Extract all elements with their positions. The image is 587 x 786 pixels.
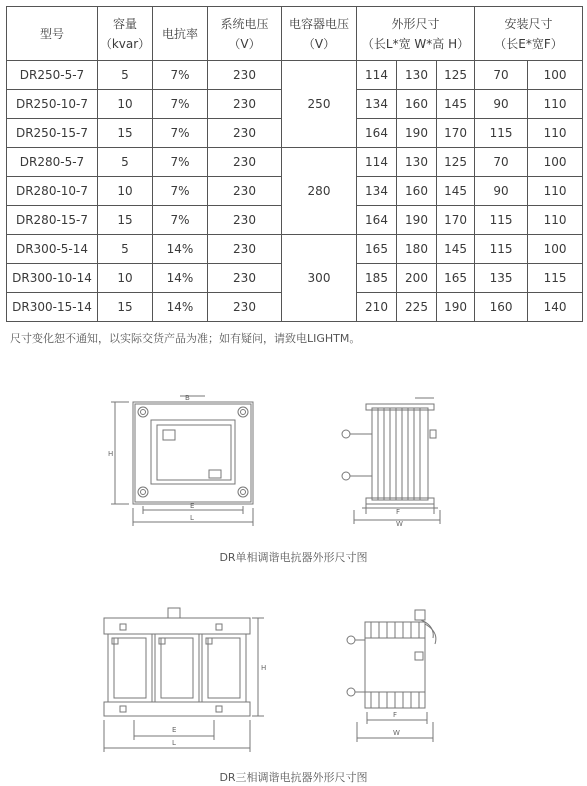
cell-install-e: 70 xyxy=(475,61,528,90)
cell-length-l: 134 xyxy=(357,177,397,206)
table-row xyxy=(7,235,583,264)
cell-model: DR300-15-14 xyxy=(7,293,98,322)
cell-height-h: 145 xyxy=(437,177,475,206)
cell-height-h: 125 xyxy=(437,148,475,177)
cell-install-f: 100 xyxy=(528,61,583,90)
cell-model: DR300-10-14 xyxy=(7,264,98,293)
three-phase-side-view xyxy=(335,604,455,754)
cell-length-l: 134 xyxy=(357,90,397,119)
cell-model: DR250-10-7 xyxy=(7,90,98,119)
label-l: L xyxy=(172,739,176,747)
header-system-voltage: 系统电压 （V） xyxy=(208,7,282,61)
cell-height-h: 145 xyxy=(437,90,475,119)
cell-length-l: 164 xyxy=(357,206,397,235)
single-phase-caption: DR单相调谐电抗器外形尺寸图 xyxy=(219,551,368,564)
cell-length-l: 114 xyxy=(357,61,397,90)
single-phase-front-view xyxy=(105,390,265,530)
cell-length-l: 165 xyxy=(357,235,397,264)
cell-reactance: 7% xyxy=(153,119,208,148)
cell-reactance: 7% xyxy=(153,177,208,206)
table-row xyxy=(7,148,583,177)
header-row xyxy=(7,7,583,61)
cell-install-e: 115 xyxy=(475,119,528,148)
cell-reactance: 14% xyxy=(153,293,208,322)
three-phase-front-view xyxy=(98,604,273,754)
single-phase-side-view xyxy=(330,390,455,530)
cell-capacitor-voltage: 250 xyxy=(282,61,357,148)
cell-length-l: 185 xyxy=(357,264,397,293)
cell-height-h: 165 xyxy=(437,264,475,293)
cell-capacity: 10 xyxy=(98,264,153,293)
cell-width-w: 225 xyxy=(397,293,437,322)
cell-install-f: 100 xyxy=(528,148,583,177)
cell-system-voltage: 230 xyxy=(208,206,282,235)
cell-reactance: 7% xyxy=(153,206,208,235)
cell-model: DR280-15-7 xyxy=(7,206,98,235)
cell-width-w: 190 xyxy=(397,119,437,148)
cell-width-w: 200 xyxy=(397,264,437,293)
cell-install-f: 110 xyxy=(528,206,583,235)
cell-capacity: 15 xyxy=(98,119,153,148)
cell-install-f: 140 xyxy=(528,293,583,322)
label-e: E xyxy=(172,726,177,734)
cell-height-h: 170 xyxy=(437,206,475,235)
cell-install-f: 110 xyxy=(528,119,583,148)
label-h: H xyxy=(261,664,267,672)
cell-install-f: 100 xyxy=(528,235,583,264)
header-reactance: 电抗率 xyxy=(153,7,208,61)
cell-system-voltage: 230 xyxy=(208,264,282,293)
label-w: W xyxy=(396,520,403,528)
label-b: B xyxy=(185,394,190,402)
cell-install-f: 110 xyxy=(528,177,583,206)
cell-reactance: 14% xyxy=(153,264,208,293)
cell-length-l: 114 xyxy=(357,148,397,177)
label-h: H xyxy=(108,450,114,458)
cell-width-w: 180 xyxy=(397,235,437,264)
cell-width-w: 190 xyxy=(397,206,437,235)
cell-capacity: 10 xyxy=(98,177,153,206)
cell-model: DR250-5-7 xyxy=(7,61,98,90)
cell-height-h: 190 xyxy=(437,293,475,322)
cell-install-e: 115 xyxy=(475,235,528,264)
cell-system-voltage: 230 xyxy=(208,61,282,90)
cell-width-w: 160 xyxy=(397,177,437,206)
cell-system-voltage: 230 xyxy=(208,148,282,177)
cell-reactance: 14% xyxy=(153,235,208,264)
label-e: E xyxy=(190,502,195,510)
cell-system-voltage: 230 xyxy=(208,235,282,264)
cell-system-voltage: 230 xyxy=(208,293,282,322)
label-f: F xyxy=(396,508,401,516)
cell-install-e: 115 xyxy=(475,206,528,235)
cell-length-l: 210 xyxy=(357,293,397,322)
cell-capacity: 15 xyxy=(98,293,153,322)
cell-model: DR280-10-7 xyxy=(7,177,98,206)
cell-install-f: 115 xyxy=(528,264,583,293)
cell-width-w: 130 xyxy=(397,148,437,177)
header-capacitor-voltage: 电容器电压 （V） xyxy=(282,7,357,61)
cell-capacity: 5 xyxy=(98,61,153,90)
cell-install-e: 70 xyxy=(475,148,528,177)
header-outline-size: 外形尺寸 （长L*宽 W*高 H） xyxy=(357,7,475,61)
cell-width-w: 130 xyxy=(397,61,437,90)
three-phase-caption: DR三相调谐电抗器外形尺寸图 xyxy=(219,771,368,784)
label-f: F xyxy=(393,711,398,719)
header-capacity: 容量 （kvar） xyxy=(98,7,153,61)
header-install-size: 安装尺寸 （长E*宽F） xyxy=(475,7,583,61)
cell-width-w: 160 xyxy=(397,90,437,119)
label-l: L xyxy=(190,514,194,522)
cell-install-e: 90 xyxy=(475,177,528,206)
cell-capacity: 15 xyxy=(98,206,153,235)
table-row xyxy=(7,61,583,90)
cell-model: DR250-15-7 xyxy=(7,119,98,148)
cell-reactance: 7% xyxy=(153,90,208,119)
cell-capacity: 5 xyxy=(98,235,153,264)
header-model: 型号 xyxy=(7,7,98,61)
cell-height-h: 145 xyxy=(437,235,475,264)
cell-capacitor-voltage: 300 xyxy=(282,235,357,322)
spec-table xyxy=(6,6,583,322)
label-w: W xyxy=(393,729,400,737)
cell-height-h: 170 xyxy=(437,119,475,148)
cell-system-voltage: 230 xyxy=(208,177,282,206)
cell-capacity: 5 xyxy=(98,148,153,177)
cell-install-f: 110 xyxy=(528,90,583,119)
cell-capacity: 10 xyxy=(98,90,153,119)
cell-system-voltage: 230 xyxy=(208,119,282,148)
cell-reactance: 7% xyxy=(153,61,208,90)
cell-model: DR300-5-14 xyxy=(7,235,98,264)
cell-capacitor-voltage: 280 xyxy=(282,148,357,235)
cell-install-e: 135 xyxy=(475,264,528,293)
cell-height-h: 125 xyxy=(437,61,475,90)
cell-install-e: 160 xyxy=(475,293,528,322)
cell-install-e: 90 xyxy=(475,90,528,119)
cell-length-l: 164 xyxy=(357,119,397,148)
cell-model: DR280-5-7 xyxy=(7,148,98,177)
disclaimer-note: 尺寸变化恕不通知，以实际交货产品为准；如有疑问，请致电LIGHTM。 xyxy=(10,332,361,345)
cell-system-voltage: 230 xyxy=(208,90,282,119)
cell-reactance: 7% xyxy=(153,148,208,177)
